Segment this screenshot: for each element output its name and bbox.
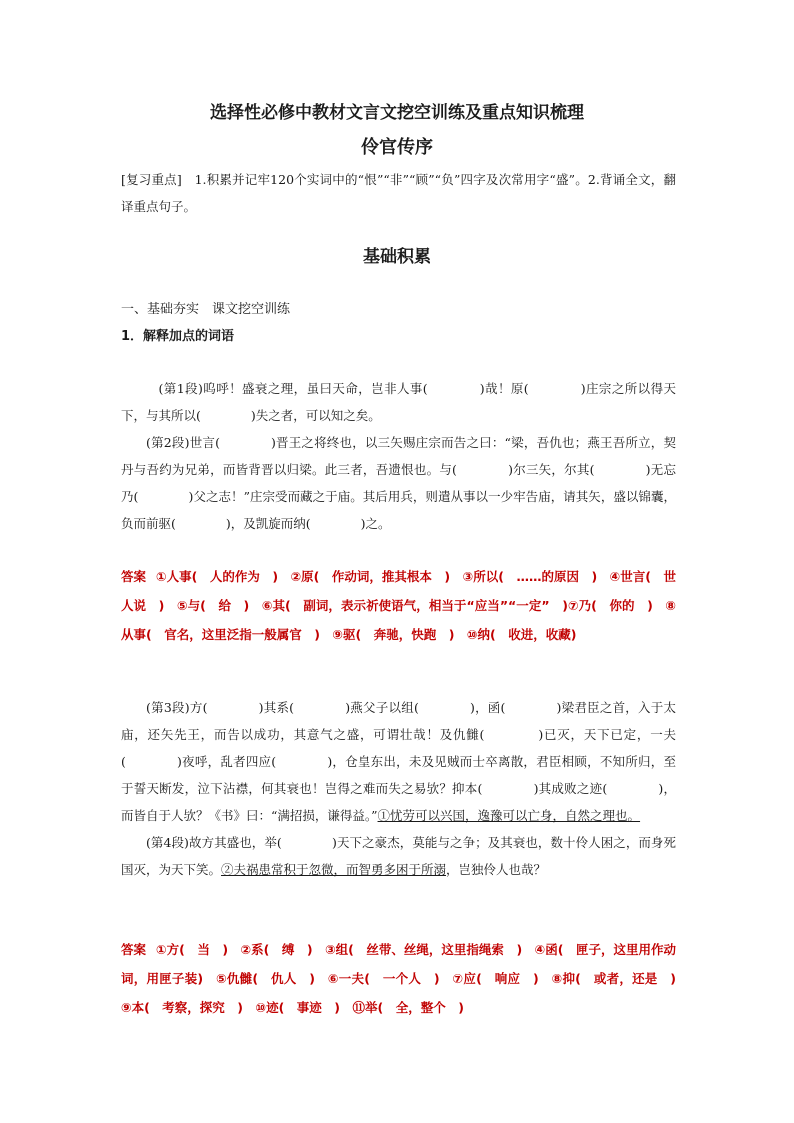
answer-text: ①人事( 人的作为 ) ②原( 作动词，推其根本 ) ③所以( ……的原因 ) ④世言( 世人说 ) ⑤与( 给 ) ⑥其( 副词，表示祈使语气，相当于“应当”“一定” )⑦乃( 你的 ) ⑧从事( 官名，这里泛指一般属官 ) ⑨驱( 奔驰，快跑 ) ⑩纳( 收进，收藏)	[121, 569, 676, 642]
answer-label: 答案	[121, 569, 147, 584]
passage-paragraph-3	[121, 694, 676, 829]
section-label: 一、基础夯实 课文挖空训练	[121, 302, 291, 317]
passage-paragraph-2: (第2段)世言( )晋王之将终也，以三矢赐庄宗而告之曰：“梁，吾仇也；燕王吾所立，契丹与吾约为兄弟，而皆背晋以归梁。此三者，吾遗恨也。与( )尔三矢，尔其( )无忘乃( )父之志！”庄宗受而藏之于庙。其后用兵，则遣从事以一少牢告庙，请其矢，盛以锦囊，负而前驱( )，及凯旋而纳( )之。	[121, 435, 676, 531]
passage-paragraph-1: (第1段)呜呼！盛衰之理，虽曰天命，岂非人事( )哉！原( )庄宗之所以得天下，与其所以( )失之者，可以知之矣。	[121, 381, 676, 423]
paragraph-3-text: (第3段)方( )其系( )燕父子以组( )，函( )梁君臣之首，入于太庙，还矢先王，而告以成功，其意气之盛，可谓壮哉！及仇雠( )已灭，天下已定，一夫( )夜呼，乱者四应( )，仓皇东出，未及见贼而士卒离散，君臣相顾，不知所归，至于誓天断发，泣下沾襟，何其衰也！岂得之难而失之易欤？抑本( )其成败之迹( )，而皆自于人欤？《书》曰：“满招损，谦得益。”	[121, 700, 676, 823]
section-heading: 基础积累	[363, 247, 431, 267]
answer-text: ①方( 当 ) ②系( 缚 ) ③组( 丝带、丝绳，这里指绳索 ) ④函( 匣子，这里用作动词，用匣子装) ⑤仇雠( 仇人 ) ⑥一夫( 一个人 ) ⑦应( 响应 ) ⑧抑( 或者，还是 ) ⑨本( 考察，探究 ) ⑩迹( 事迹 ) ⑪举( 全，整个 )	[121, 942, 689, 1015]
key-sentence-1: ①忧劳可以兴国，逸豫可以亡身，自然之理也。	[377, 808, 641, 823]
passage-paragraphs-1-2	[121, 375, 676, 537]
answer-block-2	[121, 935, 689, 1022]
passage-paragraphs-3-4	[121, 694, 676, 883]
question-1-label: 1．解释加点的词语	[121, 329, 235, 344]
key-sentence-2: ②夫祸患常积于忽微，而智勇多困于所溺	[221, 862, 447, 877]
answer-block-1	[121, 562, 676, 649]
passage-paragraph-4	[121, 829, 676, 883]
paragraph-4-ending: ，岂独伶人也哉？	[446, 862, 547, 877]
answer-label: 答案	[121, 942, 147, 957]
paragraph-4-text: (第4段)故方其盛也，举( )天下之豪杰，莫能与之争；及其衰也，数十伶人困之，而身死国灭，为天下笑。	[121, 835, 676, 877]
main-title: 选择性必修中教材文言文挖空训练及重点知识梳理	[210, 103, 584, 123]
sub-title: 伶官传序	[361, 137, 433, 158]
review-focus: [复习重点] 1.积累并记牢120个实词中的“恨”“非”“顾”“负”四字及次常用字“盛”。2.背诵全文，翻译重点句子。	[121, 172, 676, 214]
